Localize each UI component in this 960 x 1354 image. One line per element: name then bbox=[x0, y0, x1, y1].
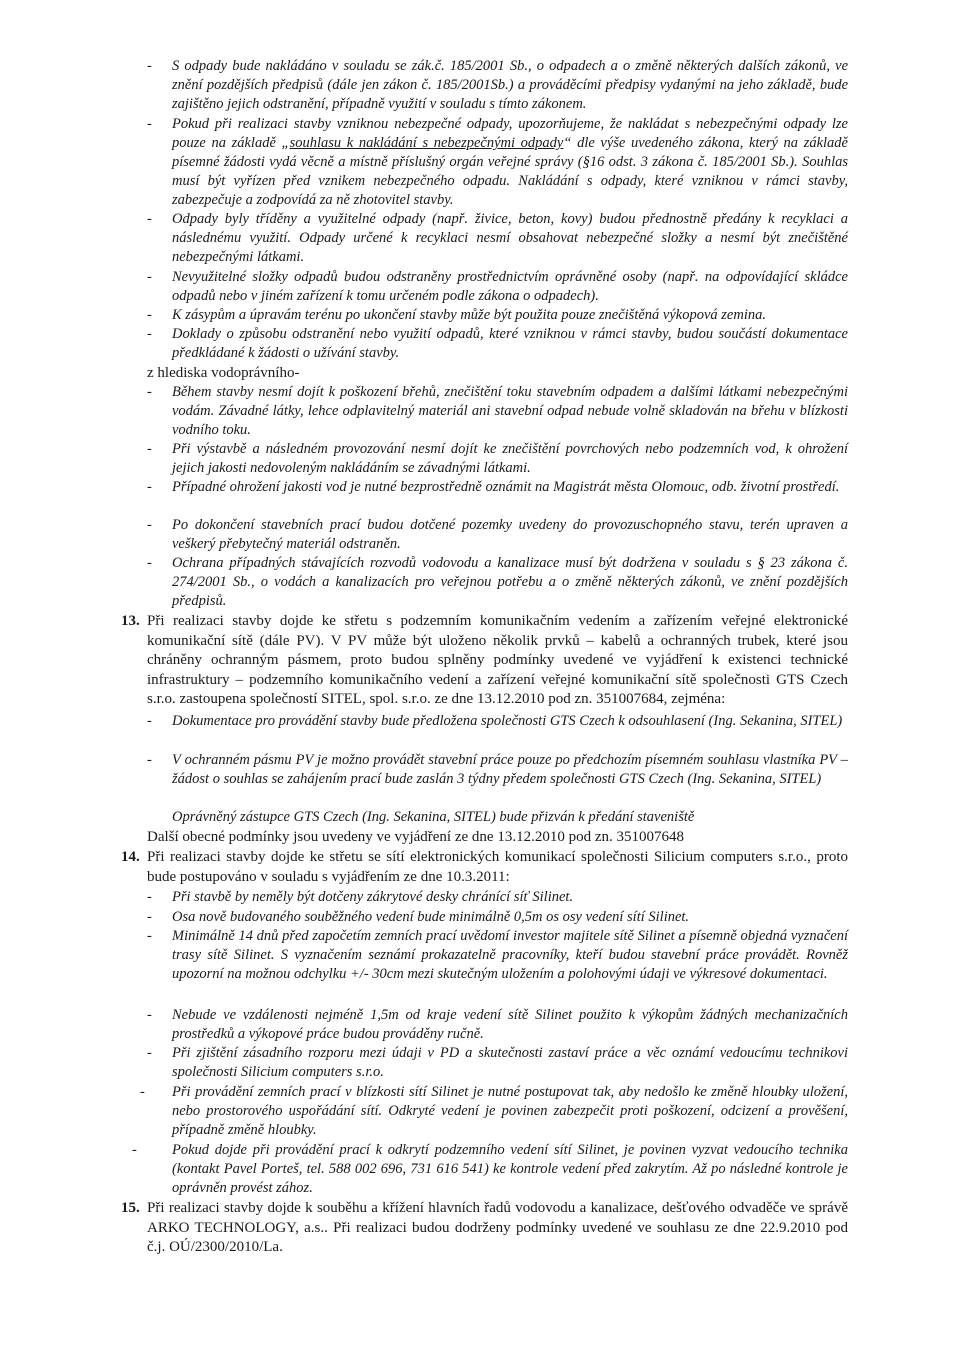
list-item-text: Během stavby nesmí dojít k poškození břehů, znečištění toku stavebním odpadem a dalšími látkami nebezpečnými vodám. Závadné látky, lehce odplavitelný materiál ani stavební odpad nebude volně skladován na břehu v blízkosti vodního toku. bbox=[172, 384, 848, 438]
paragraph-text: Při realizaci stavby dojde ke střetu se sítí elektronických komunikací společnosti Silicium computers s.r.o., proto bude postupováno v souladu s vyjádřením ze dne 10.3.2011: bbox=[147, 849, 848, 885]
list-item-text: Pokud při realizaci stavby vzniknou nebezpečné odpady, upozorňujeme, že nakládat s nebezpečnými odpady lze pouze na základě „souhlasu k nakládání s nebezpečnými odpady“ dle výše uvedeného zákona, který na základě písemné žádosti vydá věcně a místně příslušný orgán veřejné správy (§16 odst. 3 zákona č. 185/2001 Sb.). Souhlas musí být vyřízen před vznikem nebezpečného odpadu. Nakládání s odpady, které vzniknou v rámci stavby, zabezpečuje a zodpovídá za ně zhotovitel stavby. bbox=[172, 116, 848, 208]
bullet-dash: - bbox=[147, 555, 152, 571]
list-item-text: Odpady byly tříděny a využitelné odpady (např. živice, beton, kovy) budou přednostně předány k recyklaci a následnému využití. Odpady určené k recyklaci nesmí obsahovat nebezpečné složky a nesmí být znečištěné nebezpečnými látkami. bbox=[172, 211, 848, 265]
bullet-dash: - bbox=[147, 517, 152, 533]
list-item-text: K zásypům a úpravám terénu po ukončení stavby může být použita pouze znečištěná výkopová zemina. bbox=[172, 307, 766, 323]
bullet-dash: - bbox=[147, 928, 152, 944]
list-item-text: Po dokončení stavebních prací budou dotčené pozemky uvedeny do provozuschopného stavu, terén upraven a veškerý přebytečný materiál odstraněn. bbox=[172, 517, 848, 552]
bullet-dash: - bbox=[140, 1084, 145, 1100]
bullet-dash: - bbox=[147, 909, 152, 925]
bullet-dash: - bbox=[147, 1045, 152, 1061]
paragraph-text: Při realizaci stavby dojde ke střetu s podzemním komunikačním vedením a zařízením veřejné elektronické komunikační sítě (dále PV). V PV může být uloženo několik prvků – kabelů a ochranných trubek, které jsou chráněny ochranným pásmem, proto budou splněny podmínky uvedené ve vyjádření k existenci technické infrastruktury – podzemního komunikačního vedení a zařízení veřejné komunikační sítě společnosti GTS Czech s.r.o. zastoupena společností SITEL, spol. s.r.o. ze dne 13.12.2010 pod zn. 351007684, zejména: bbox=[147, 613, 848, 707]
list-item-text: Při provádění zemních prací v blízkosti sítí Silinet je nutné postupovat tak, aby nedošlo ke změně hloubky uložení, nebo prostorového uspořádání sítí. Odkryté vedení je povinen zabezpečit proti poškození, odcizení a prověšení, případně změně hloubky. bbox=[172, 1084, 848, 1138]
list-item-text: Při výstavbě a následném provozování nesmí dojít ke znečištění povrchových nebo podzemních vod, k ohrožení jejich jakosti nedovoleným nakládáním se závadnými látkami. bbox=[172, 441, 848, 476]
list-item-text: Dokumentace pro provádění stavby bude předložena společnosti GTS Czech k odsouhlasení (Ing. Sekanina, SITEL) bbox=[172, 713, 843, 729]
list-item-text: Při stavbě by neměly být dotčeny zákrytové desky chránící síť Silinet. bbox=[172, 889, 574, 905]
bullet-dash: - bbox=[147, 326, 152, 342]
section-heading: z hlediska vodoprávního- bbox=[147, 365, 300, 381]
bullet-dash: - bbox=[147, 58, 152, 74]
underlined-phrase: souhlasu k nakládání s nebezpečnými odpady bbox=[289, 135, 564, 151]
list-item-text: Pokud dojde při provádění prací k odkrytí podzemního vedení sítí Silinet, je povinen vyzvat vedoucího technika (kontakt Pavel Porteš, tel. 588 002 696, 731 616 541) ke kontrole vedení před zakrytím. Až po následné kontrole je oprávněn provést zához. bbox=[172, 1142, 848, 1196]
paragraph-number: 15. bbox=[121, 1200, 140, 1216]
list-item-text: Ochrana případných stávajících rozvodů vodovodu a kanalizace musí být dodržena v souladu s § 23 zákona č. 274/2001 Sb., o vodách a kanalizacích pro veřejnou potřebu a o změně některých zákonů, ve znění pozdějších předpisů. bbox=[172, 555, 848, 609]
bullet-dash: - bbox=[147, 211, 152, 227]
paragraph-number: 13. bbox=[121, 613, 140, 629]
list-item-text: Osa nově budovaného souběžného vedení bude minimálně 0,5m os osy vedení sítí Silinet. bbox=[172, 909, 690, 925]
bullet-dash: - bbox=[132, 1142, 137, 1158]
list-item-text: Nevyužitelné složky odpadů budou odstraněny prostřednictvím oprávněné osoby (např. na odpovídající skládce odpadů nebo v jiném zařízení k tomu určeném podle zákona o odpadech). bbox=[172, 269, 848, 304]
bullet-dash: - bbox=[147, 441, 152, 457]
bullet-dash: - bbox=[147, 269, 152, 285]
bullet-dash: - bbox=[147, 116, 152, 132]
list-item-text: V ochranném pásmu PV je možno provádět stavební práce pouze po předchozím písemném souhlasu vlastníka PV – žádost o souhlas se zahájením prací bude zaslán 3 týdny předem společnosti GTS Czech (Ing. Sekanina, SITEL) bbox=[172, 752, 848, 787]
list-item-text: Doklady o způsobu odstranění nebo využití odpadů, které vzniknou v rámci stavby, budou součástí dokumentace předkládané k žádosti o užívání stavby. bbox=[172, 326, 848, 361]
bullet-dash: - bbox=[147, 752, 152, 768]
bullet-dash: - bbox=[147, 1007, 152, 1023]
list-item-text: Minimálně 14 dnů před započetím zemních prací uvědomí investor majitele sítě Silinet a písemně objedná vyznačení trasy sítě Silinet. S vyznačením seznámí prokazatelně pracovníky, kteří budou stavební práce provádět. Rovněž upozorní na možnou odchylku +/- 30cm mezi skutečným uložením a polohovými údaji ve výkresové dokumentaci. bbox=[172, 928, 848, 982]
bullet-dash: - bbox=[147, 889, 152, 905]
list-item-text: Nebude ve vzdálenosti nejméně 1,5m od kraje vedení sítě Silinet použito k výkopům žádných mechanizačních prostředků a výkopové práce budou prováděny ručně. bbox=[172, 1007, 848, 1042]
paragraph-text: Při realizaci stavby dojde k souběhu a křížení hlavních řadů vodovodu a kanalizace, dešťového odvaděče ve správě ARKO TECHNOLOGY, a.s.. Při realizaci budou dodrženy podmínky uvedené ve souhlasu ze dne 22.9.2010 pod č.j. OÚ/2300/2010/La. bbox=[147, 1200, 848, 1255]
bullet-dash: - bbox=[147, 713, 152, 729]
bullet-dash: - bbox=[147, 307, 152, 323]
paragraph-number: 14. bbox=[121, 849, 140, 865]
list-item-text: S odpady bude nakládáno v souladu se zák.č. 185/2001 Sb., o odpadech a o změně některých dalších zákonů, ve znění pozdějších předpisů (dále jen zákon č. 185/2001Sb.) a prováděcími předpisy vydanými na jeho základě, bude zajištěno jejich odstranění, případně využití v souladu s tímto zákonem. bbox=[172, 58, 848, 112]
list-item-text: Případné ohrožení jakosti vod je nutné bezprostředně oznámit na Magistrát města Olomouc, odb. životní prostředí. bbox=[172, 479, 840, 495]
list-item-text: Při zjištění zásadního rozporu mezi údaji v PD a skutečnosti zastaví práce a věc oznámí vedoucímu technikovi společnosti Silicium computers s.r.o. bbox=[172, 1045, 848, 1080]
paragraph-tail: Další obecné podmínky jsou uvedeny ve vyjádření ze dne 13.12.2010 pod zn. 351007648 bbox=[147, 829, 684, 845]
note-text: Oprávněný zástupce GTS Czech (Ing. Sekanina, SITEL) bude přizván k předání staveniště bbox=[172, 809, 695, 825]
bullet-dash: - bbox=[147, 479, 152, 495]
bullet-dash: - bbox=[147, 384, 152, 400]
